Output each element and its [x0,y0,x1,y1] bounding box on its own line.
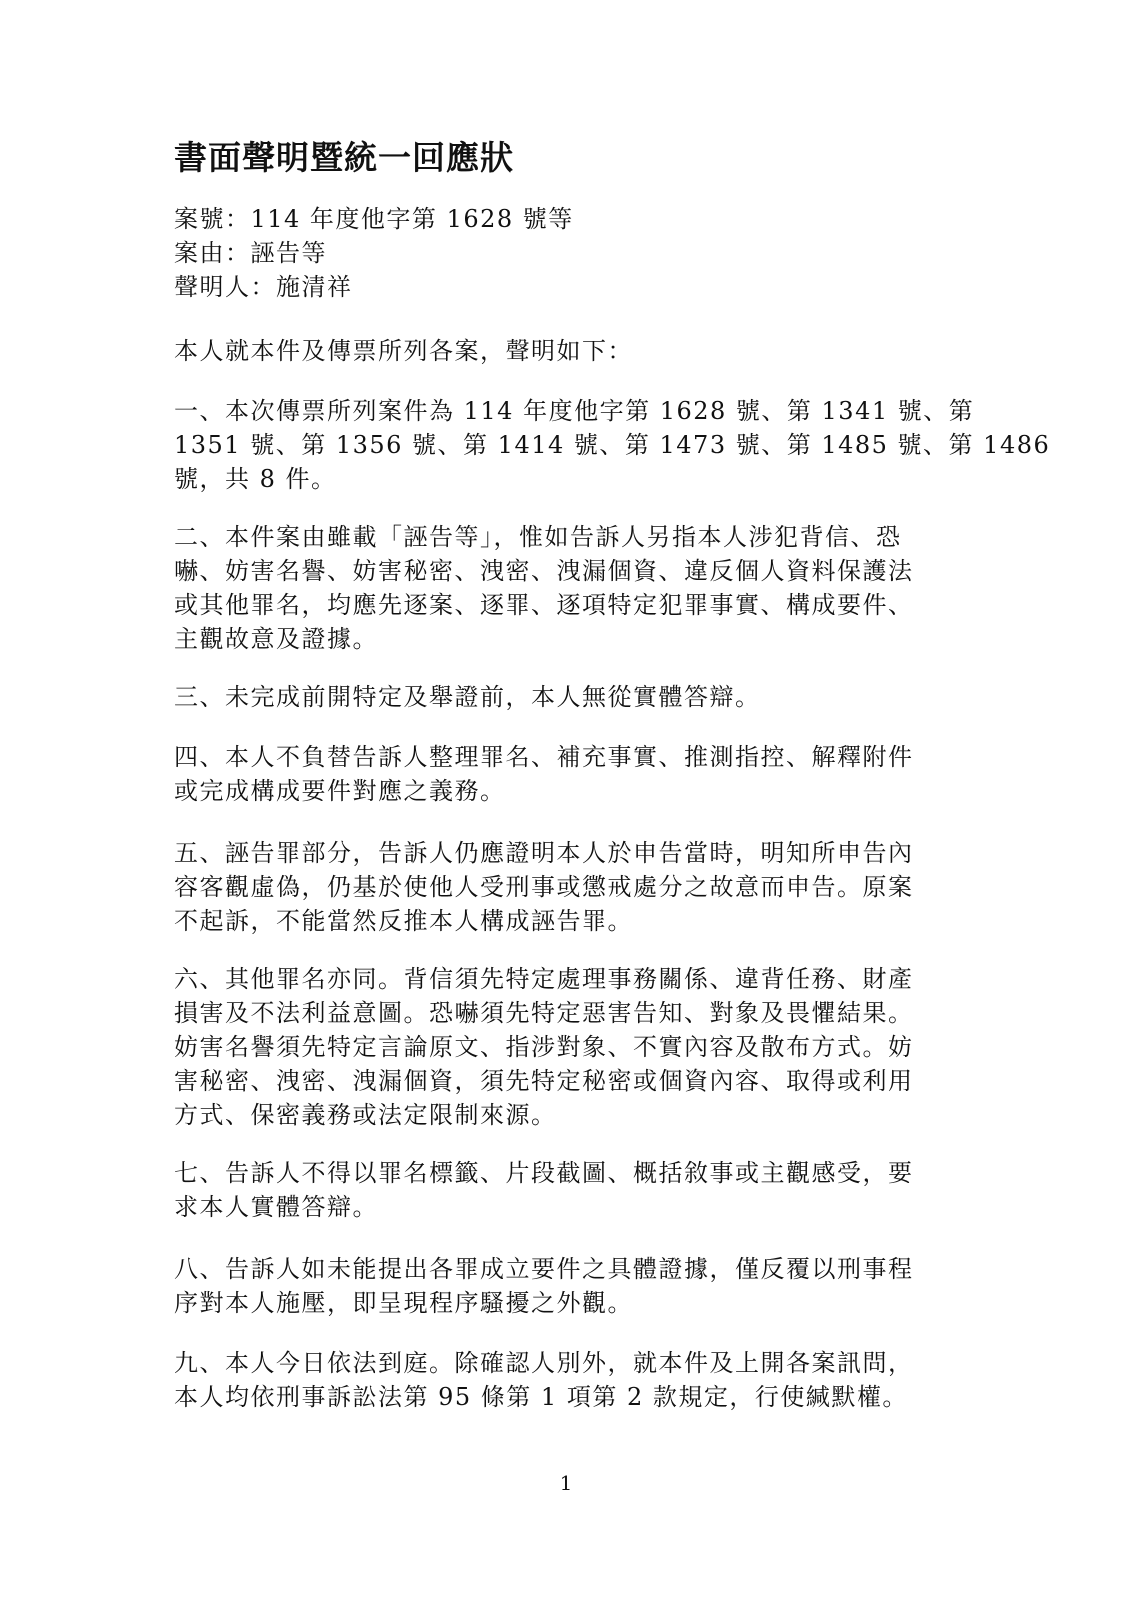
statement-paragraph-7 [174,1156,964,1224]
declarant: 聲明人：施清祥 [174,273,353,301]
paragraph-line: 八、告訴人如未能提出各罪成立要件之具體證據，僅反覆以刑事程 [174,1255,914,1283]
paragraph-line: 二、本件案由雖載「誣告等」，惟如告訴人另指本人涉犯背信、恐 [174,523,902,551]
paragraph-line: 五、誣告罪部分，告訴人仍應證明本人於申告當時，明知所申告內 [174,839,914,867]
paragraph-line: 害秘密、洩密、洩漏個資，須先特定秘密或個資內容、取得或利用 [174,1067,914,1095]
paragraph-line: 號，共 8 件。 [174,465,337,493]
case-number: 案號：114 年度他字第 1628 號等 [174,205,574,233]
paragraph-line: 序對本人施壓，即呈現程序騷擾之外觀。 [174,1289,633,1317]
paragraph-line: 七、告訴人不得以罪名標籤、片段截圖、概括敘事或主觀感受，要 [174,1159,914,1187]
paragraph-line: 四、本人不負替告訴人整理罪名、補充事實、推測指控、解釋附件 [174,743,914,771]
paragraph-line: 三、未完成前開特定及舉證前，本人無從實體答辯。 [174,683,761,711]
paragraph-line: 不起訴，不能當然反推本人構成誣告罪。 [174,907,633,935]
document-title: 書面聲明暨統一回應狀 [174,138,514,177]
paragraph-line: 一、本次傳票所列案件為 114 年度他字第 1628 號、第 1341 號、第 [174,397,975,425]
statement-paragraph-2 [174,520,964,656]
statement-paragraph-5 [174,836,964,938]
paragraph-line: 本人均依刑事訴訟法第 95 條第 1 項第 2 款規定，行使緘默權。 [174,1383,908,1411]
statement-paragraph-3 [174,680,964,714]
statement-paragraph-9 [174,1346,964,1414]
page-number: 1 [559,1471,573,1495]
paragraph-line: 六、其他罪名亦同。背信須先特定處理事務關係、違背任務、財產 [174,965,914,993]
statement-paragraph-1 [174,394,1051,496]
paragraph-line: 嚇、妨害名譽、妨害秘密、洩密、洩漏個資、違反個人資料保護法 [174,557,914,585]
paragraph-line: 主觀故意及證據。 [174,625,378,653]
statement-paragraph-8 [174,1252,964,1320]
paragraph-line: 妨害名譽須先特定言論原文、指涉對象、不實內容及散布方式。妨 [174,1033,914,1061]
intro-statement: 本人就本件及傳票所列各案，聲明如下： [174,337,633,365]
paragraph-line: 容客觀虛偽，仍基於使他人受刑事或懲戒處分之故意而申告。原案 [174,873,914,901]
paragraph-line: 九、本人今日依法到庭。除確認人別外，就本件及上開各案訊問， [174,1349,914,1377]
statement-paragraph-6 [174,962,964,1132]
paragraph-line: 損害及不法利益意圖。恐嚇須先特定惡害告知、對象及畏懼結果。 [174,999,914,1027]
paragraph-line: 求本人實體答辯。 [174,1193,378,1221]
paragraph-line: 或完成構成要件對應之義務。 [174,777,506,805]
case-cause: 案由：誣告等 [174,239,327,267]
paragraph-line: 或其他罪名，均應先逐案、逐罪、逐項特定犯罪事實、構成要件、 [174,591,914,619]
statement-paragraph-4 [174,740,964,808]
paragraph-line: 1351 號、第 1356 號、第 1414 號、第 1473 號、第 1485 號、第 1486 [174,431,1051,459]
paragraph-line: 方式、保密義務或法定限制來源。 [174,1101,557,1129]
